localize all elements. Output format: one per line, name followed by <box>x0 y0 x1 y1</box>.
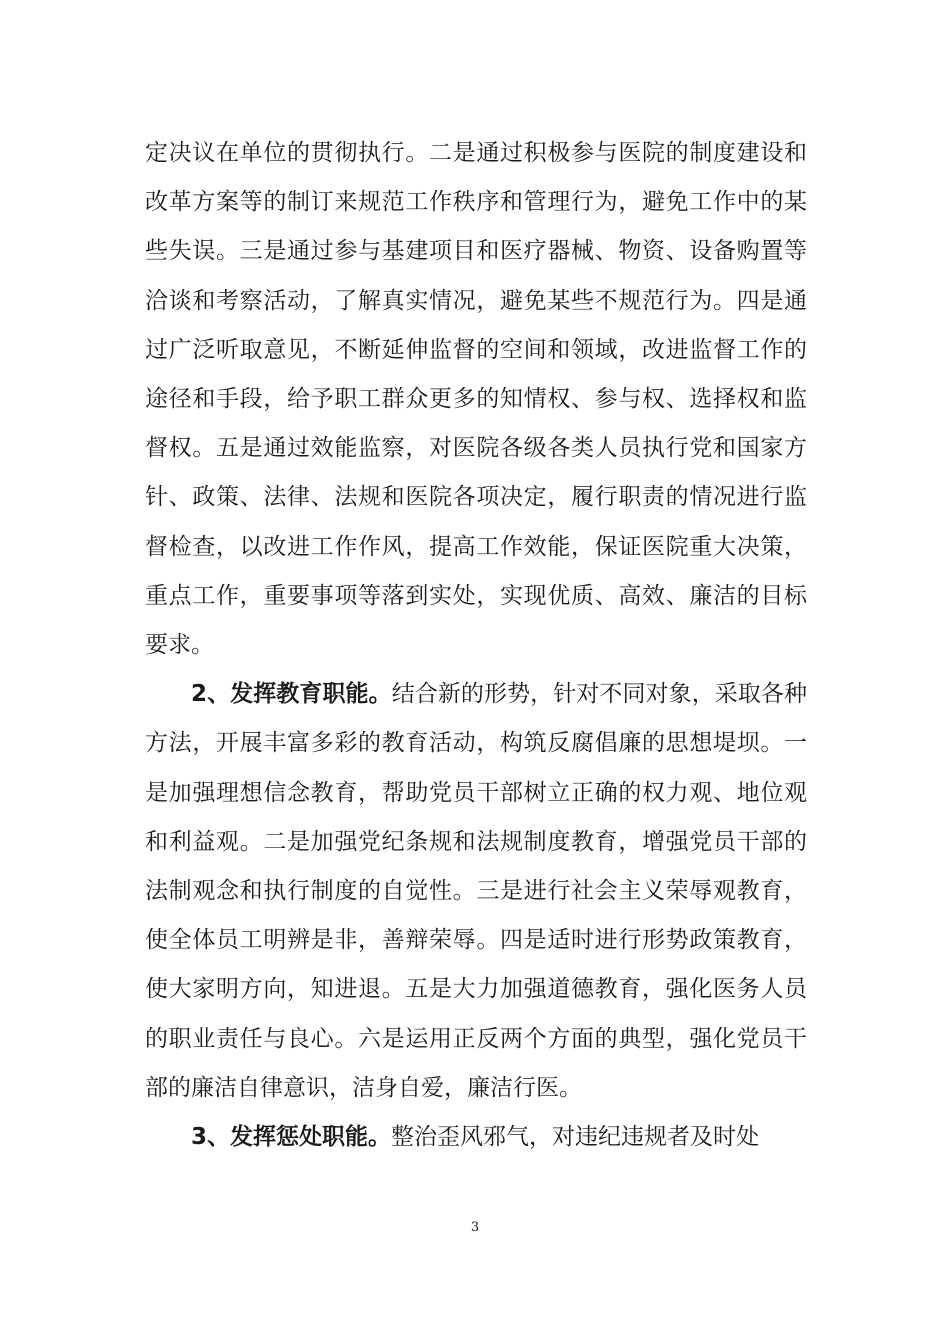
paragraph-text: 定决议在单位的贯彻执行。二是通过积极参与医院的制度建设和改革方案等的制订来规范工作秩序和管理行为，避免工作中的某些失误。三是通过参与基建项目和医疗器械、物资、设备购置等洽谈和考察活动，了解真实情况，避免某些不规范行为。四是通过广泛听取意见，不断延伸监督的空间和领域，改进监督工作的途径和手段，给予职工群众更多的知情权、参与权、选择权和监督权。五是通过效能监察，对医院各级各类人员执行党和国家方针、政策、法律、法规和医院各项决定，履行职责的情况进行监督检查，以改进工作作风，提高工作效能，保证医院重大决策，重点工作，重要事项等落到实处，实现优质、高效、廉洁的目标要求。 <box>145 140 807 659</box>
paragraph-continuation <box>145 129 807 670</box>
paragraph-heading: 2、发挥教育职能。 <box>191 681 392 708</box>
paragraph-education-function <box>145 670 807 1113</box>
document-body <box>145 129 807 1162</box>
paragraph-text: 整治歪风邪气，对违纪违规者及时处 <box>391 1124 760 1151</box>
paragraph-punishment-function <box>145 1113 807 1162</box>
paragraph-text: 结合新的形势，针对不同对象，采取各种方法，开展丰富多彩的教育活动，构筑反腐倡廉的思想堤坝。一是加强理想信念教育，帮助党员干部树立正确的权力观、地位观和利益观。二是加强党纪条规和法规制度教育，增强党员干部的法制观念和执行制度的自觉性。三是进行社会主义荣辱观教育，使全体员工明辨是非，善辩荣辱。四是适时进行形势政策教育，使大家明方向，知进退。五是大力加强道德教育，强化医务人员的职业责任与良心。六是运用正反两个方面的典型，强化党员干部的廉洁自律意识，洁身自爱，廉洁行医。 <box>145 681 808 1101</box>
paragraph-heading: 3、发挥惩处职能。 <box>191 1124 392 1151</box>
page-number: 3 <box>470 1220 480 1235</box>
